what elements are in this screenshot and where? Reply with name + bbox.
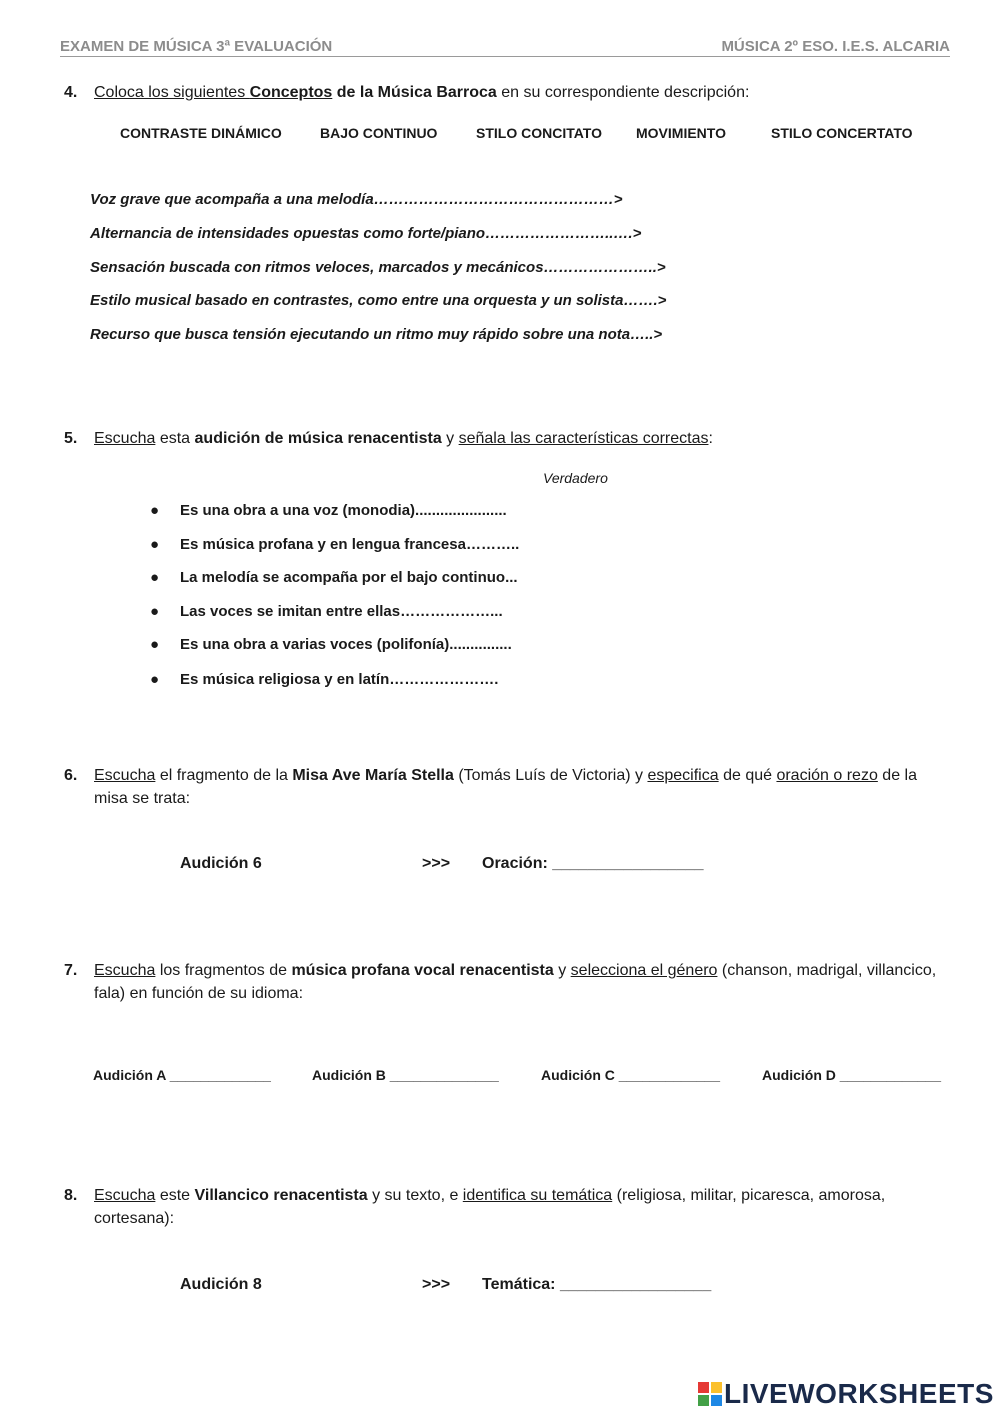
concept-stilo-concertato: STILO CONCERTATO: [771, 125, 913, 141]
audio-a-answer-field[interactable]: Audición A _____________: [93, 1067, 271, 1083]
arrow-label: >>>: [422, 1276, 451, 1293]
question-number: 5.: [64, 430, 78, 447]
question-text: Escucha este Villancico renacentista y su texto, e identifica su temática (religiosa, militar, picaresca, amorosa, cortesana):: [94, 1187, 886, 1227]
bullet-icon: ●: [150, 671, 160, 688]
bullet-icon: ●: [150, 636, 160, 653]
audio-d-answer-field[interactable]: Audición D _____________: [762, 1067, 941, 1083]
audio-c-answer-field[interactable]: Audición C _____________: [541, 1067, 720, 1083]
oracion-answer-field[interactable]: Oración: _________________: [482, 855, 704, 872]
question-text: Coloca los siguientes Conceptos de la Música Barroca en su correspondiente descripción:: [94, 84, 750, 101]
question-number: 8.: [64, 1187, 78, 1204]
description-2: Alternancia de intensidades opuestas como forte/piano……………………..….>: [90, 225, 642, 242]
audio-b-answer-field[interactable]: Audición B ______________: [312, 1067, 499, 1083]
bullet-icon: ●: [150, 603, 160, 620]
verdadero-column-label: Verdadero: [543, 470, 608, 486]
concept-movimiento: MOVIMIENTO: [636, 125, 726, 141]
header-exam-title: EXAMEN DE MÚSICA 3ª EVALUACIÓN: [60, 38, 333, 55]
question-text: Escucha esta audición de música renacentista y señala las características correctas:: [94, 430, 713, 447]
concept-contraste-dinamico: CONTRASTE DINÁMICO: [120, 125, 282, 141]
audio-8-label: Audición 8: [180, 1276, 262, 1293]
header-course: MÚSICA 2º ESO. I.E.S. ALCARIA: [721, 38, 950, 55]
question-text: Escucha los fragmentos de música profana vocal renacentista y selecciona el género (chanson, madrigal, villancico, fala) en función de su idioma:: [94, 962, 937, 1002]
liveworksheets-logo-text: LIVEWORKSHEETS: [724, 1378, 994, 1409]
bullet-icon: ●: [150, 569, 160, 586]
question-number: 7.: [64, 962, 78, 979]
liveworksheets-logo-icon: [698, 1382, 722, 1406]
description-1: Voz grave que acompaña a una melodía…………………………………………>: [90, 191, 623, 208]
description-5: Recurso que busca tensión ejecutando un ritmo muy rápido sobre una nota…..>: [90, 326, 663, 343]
question-number: 6.: [64, 767, 78, 784]
bullet-icon: ●: [150, 502, 160, 519]
question-text: Escucha el fragmento de la Misa Ave María Stella (Tomás Luís de Victoria) y especifica de qué oración o rezo de la misa se trata:: [94, 767, 917, 807]
tematica-answer-field[interactable]: Temática: _________________: [482, 1276, 712, 1293]
arrow-label: >>>: [422, 855, 451, 872]
page-header: [60, 38, 950, 57]
concept-stilo-concitato: STILO CONCITATO: [476, 125, 602, 141]
bullet-icon: ●: [150, 536, 160, 553]
description-4: Estilo musical basado en contrastes, como entre una orquesta y un solista…….>: [90, 292, 667, 309]
description-3: Sensación buscada con ritmos veloces, marcados y mecánicos…………………..>: [90, 259, 666, 276]
concept-bajo-continuo: BAJO CONTINUO: [320, 125, 438, 141]
question-number: 4.: [64, 84, 78, 101]
audio-6-label: Audición 6: [180, 855, 262, 872]
